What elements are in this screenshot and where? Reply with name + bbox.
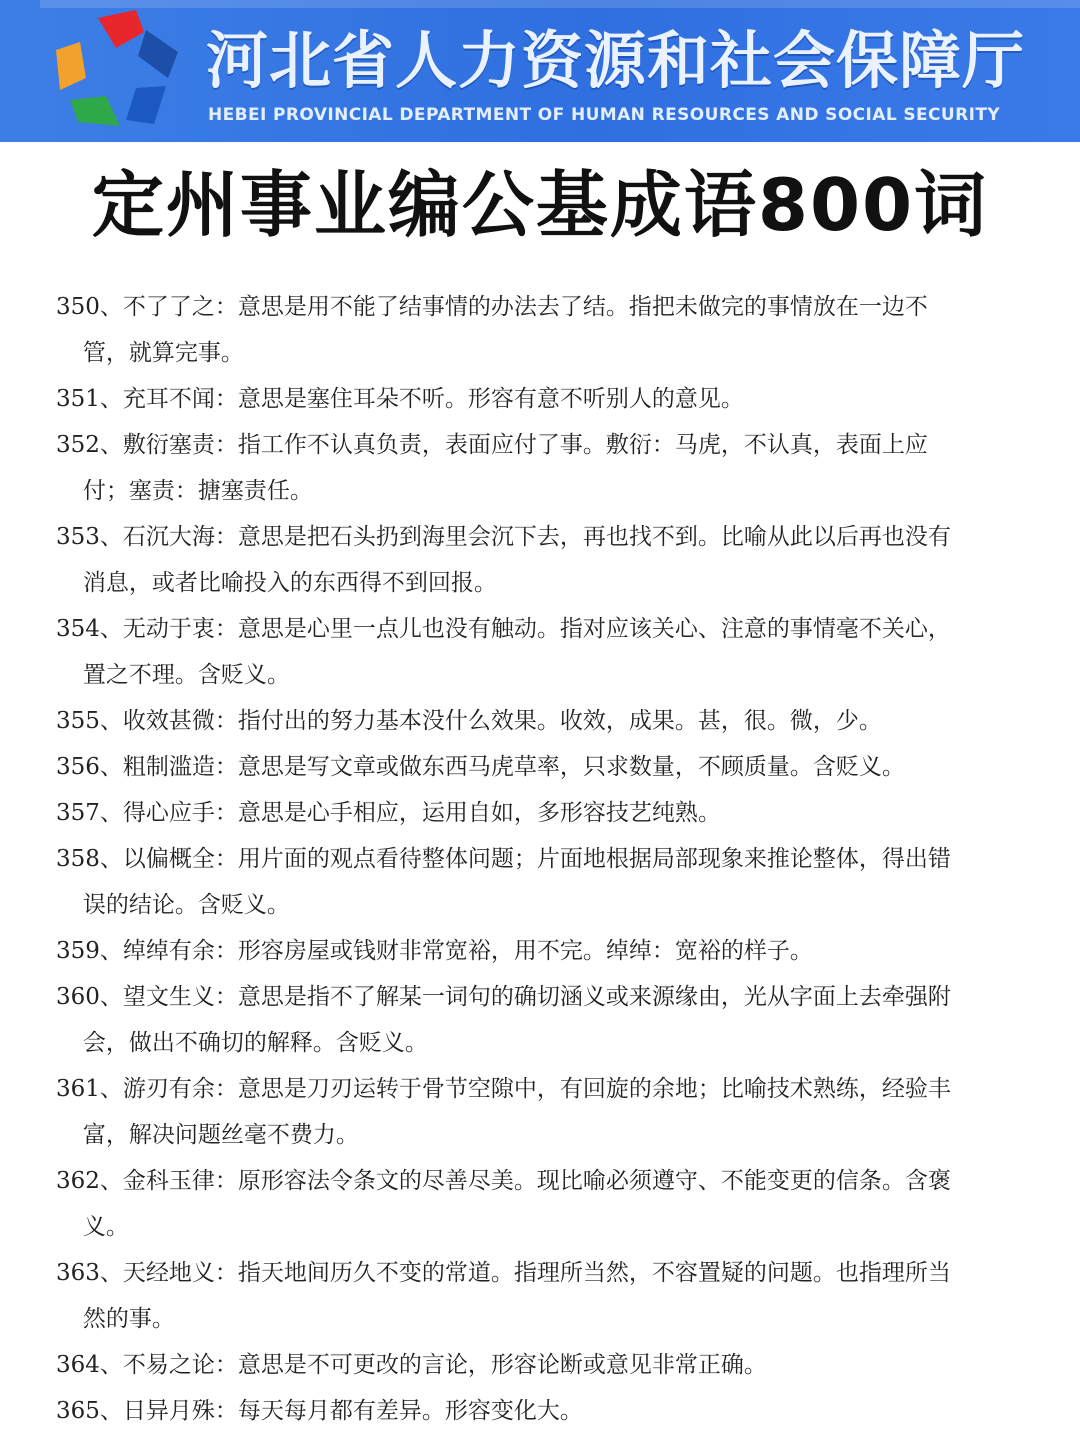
entry-text: 天经地义：指天地间历久不变的常道。指理所当然，不容置疑的问题。也指理所当 然的事。	[82, 1260, 951, 1332]
header-banner	[0, 0, 1080, 142]
org-name-cn: 河北省人力资源和社会保障厅	[206, 24, 1026, 97]
entry-number: 350、	[56, 294, 123, 320]
entry-number: 355、	[56, 708, 123, 734]
list-item	[56, 1342, 996, 1388]
hebei-hrss-logo	[50, 8, 184, 132]
entry-text: 不易之论：意思是不可更改的言论，形容论断或意见非常正确。	[122, 1352, 767, 1378]
entry-number: 358、	[56, 846, 123, 872]
list-item	[56, 1066, 996, 1158]
document-title: 定州事业编公基成语800词	[91, 163, 989, 247]
entry-number: 363、	[56, 1260, 123, 1286]
list-item	[56, 928, 996, 974]
entry-number: 360、	[56, 984, 123, 1010]
list-item	[56, 744, 996, 790]
entry-text: 日异月殊：每天每月都有差异。形容变化大。	[122, 1398, 583, 1424]
entry-text: 金科玉律：原形容法令条文的尽善尽美。现比喻必须遵守、不能变更的信条。含褒 义。	[82, 1168, 951, 1240]
entry-number: 356、	[56, 754, 123, 780]
entry-number: 364、	[56, 1352, 123, 1378]
list-item	[56, 514, 996, 606]
entry-text: 石沉大海：意思是把石头扔到海里会沉下去，再也找不到。比喻从此以后再也没有 消息，或者比喻投入的东西得不到回报。	[82, 524, 951, 596]
list-item	[56, 422, 996, 514]
entry-text: 不了了之：意思是用不能了结事情的办法去了结。指把未做完的事情放在一边不 管，就算完事。	[82, 294, 928, 366]
entry-text: 充耳不闻：意思是塞住耳朵不听。形容有意不听别人的意见。	[122, 386, 744, 412]
entry-text: 望文生义：意思是指不了解某一词句的确切涵义或来源缘由，光从字面上去牵强附 会，做出不确切的解释。含贬义。	[82, 984, 951, 1056]
entry-text: 以偏概全：用片面的观点看待整体问题；片面地根据局部现象来推论整体，得出错 误的结论。含贬义。	[82, 846, 951, 918]
entry-number: 361、	[56, 1076, 123, 1102]
list-item	[56, 1250, 996, 1342]
entry-text: 粗制滥造：意思是写文章或做东西马虎草率，只求数量，不顾质量。含贬义。	[122, 754, 905, 780]
idiom-list	[56, 284, 996, 1434]
entry-number: 362、	[56, 1168, 123, 1194]
entry-text: 游刃有余：意思是刀刃运转于骨节空隙中，有回旋的余地；比喻技术熟练，经验丰 富，解决问题丝毫不费力。	[82, 1076, 951, 1148]
entry-number: 351、	[56, 386, 123, 412]
org-name-en: HEBEI PROVINCIAL DEPARTMENT OF HUMAN RESOURCES AND SOCIAL SECURITY	[208, 105, 1001, 125]
entry-text: 收效甚微：指付出的努力基本没什么效果。收效，成果。甚，很。微，少。	[122, 708, 882, 734]
list-item	[56, 1158, 996, 1250]
entry-number: 365、	[56, 1398, 123, 1424]
entry-number: 354、	[56, 616, 123, 642]
list-item	[56, 284, 996, 376]
entry-text: 得心应手：意思是心手相应，运用自如，多形容技艺纯熟。	[122, 800, 721, 826]
entry-text: 敷衍塞责：指工作不认真负责，表面应付了事。敷衍：马虎，不认真，表面上应 付；塞责：搪塞责任。	[82, 432, 928, 504]
list-item	[56, 606, 996, 698]
list-item	[56, 836, 996, 928]
list-item	[56, 790, 996, 836]
entry-number: 359、	[56, 938, 123, 964]
list-item	[56, 1388, 996, 1434]
entry-text: 无动于衷：意思是心里一点儿也没有触动。指对应该关心、注意的事情毫不关心， 置之不理。含贬义。	[82, 616, 951, 688]
banner-highlight	[40, 0, 1080, 8]
entry-text: 绰绰有余：形容房屋或钱财非常宽裕，用不完。绰绰：宽裕的样子。	[122, 938, 813, 964]
entry-number: 353、	[56, 524, 123, 550]
list-item	[56, 974, 996, 1066]
entry-number: 352、	[56, 432, 123, 458]
list-item	[56, 376, 996, 422]
list-item	[56, 698, 996, 744]
entry-number: 357、	[56, 800, 123, 826]
